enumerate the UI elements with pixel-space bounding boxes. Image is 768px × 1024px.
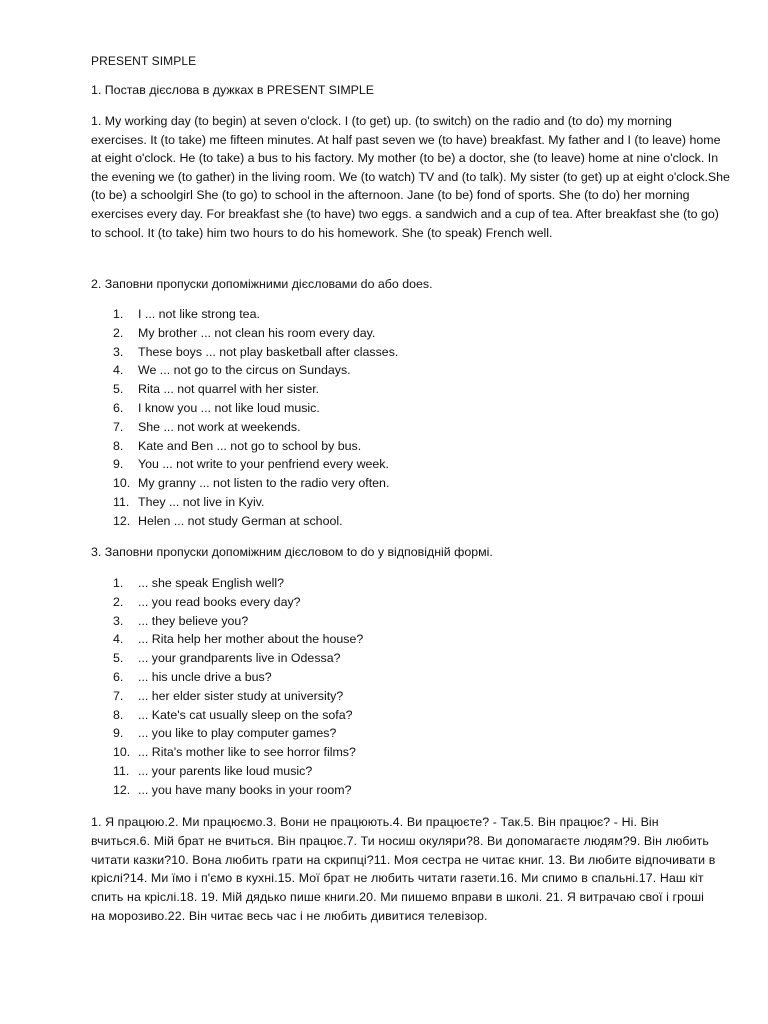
task3-list-item (91, 574, 711, 593)
item-text: We ... not go to the circus on Sundays. (138, 363, 351, 378)
item-text: ... your parents like loud music? (138, 763, 313, 778)
task3-list-item (91, 668, 711, 687)
item-number: 5. (113, 651, 124, 666)
task2-list-item (91, 493, 711, 512)
item-text: My brother ... not clean his room every day. (138, 325, 376, 340)
item-number: 5. (113, 382, 124, 397)
task3-list-item (91, 593, 711, 612)
item-number: 11. (113, 494, 130, 509)
item-number: 3. (113, 344, 124, 359)
task3-list-item (91, 612, 711, 631)
item-number: 4. (113, 632, 124, 647)
item-text: ... Kate's cat usually sleep on the sofa? (138, 707, 353, 722)
item-number: 9. (113, 457, 124, 472)
item-number: 12. (113, 513, 131, 528)
item-number: 4. (113, 363, 124, 378)
task3-list-item (91, 649, 711, 668)
item-text: My granny ... not listen to the radio very often. (138, 476, 390, 491)
task3-heading: 3. Заповни пропуски допоміжним дієсловом to do у відповідній формі. (91, 545, 493, 559)
task2-list-item (91, 361, 711, 380)
item-text: ... your grandparents live in Odessa? (138, 651, 341, 666)
item-text: Rita ... not quarrel with her sister. (138, 382, 320, 397)
task3-list-item (91, 687, 711, 706)
task2-list-item (91, 418, 711, 437)
item-number: 2. (113, 325, 124, 340)
task2-list-item (91, 474, 711, 493)
task2-list-item (91, 343, 711, 362)
item-text: You ... not write to your penfriend every week. (138, 457, 389, 472)
task3-list-item (91, 724, 711, 743)
item-number: 3. (113, 613, 124, 628)
task3-list-item (91, 706, 711, 725)
item-text: They ... not live in Kyiv. (138, 494, 265, 509)
item-text: I know you ... not like loud music. (138, 400, 320, 415)
task3-list-item (91, 762, 711, 781)
task3-list-item (91, 630, 711, 649)
item-text: ... you like to play computer games? (138, 726, 337, 741)
task2-list-item (91, 512, 711, 531)
task3-list (91, 574, 711, 800)
item-number: 7. (113, 419, 124, 434)
item-number: 8. (113, 438, 124, 453)
item-number: 12. (113, 782, 131, 797)
item-text: Helen ... not study German at school. (138, 513, 343, 528)
answers-paragraph: 1. Я працюю.2. Ми працюємо.3. Вони не працюють.4. Ви працюєте? - Так.5. Він працює? - Ні. Він вчиться.6. Мій брат не вчиться. Він працює.7. Ти носиш окуляри?8. Ви допомагаєте людям?9. Він любить читати казки?10. Вона любить грати на скрипці?11. Моя сестра не читає книг. 13. Ви любите відпочивати в кріслі?14. Ми їмо і п'ємо в кухні.15. Мої брат не любить читати газети.16. Ми спимо в спальні.17. Наш кіт спить на кріслі.18. 19. Мій дядько пише книги.20. Ми пишемо вправи в школі. 21. Я витрачаю свої і гроші на морозиво.22. Він читає весь час і не любить дивитися телевізор. (91, 815, 716, 923)
task1-heading: 1. Постав дієслова в дужках в PRESENT SIMPLE (91, 83, 375, 97)
task2-list-item (91, 399, 711, 418)
item-number: 6. (113, 669, 124, 684)
page-title: PRESENT SIMPLE (91, 54, 197, 68)
task2-heading: 2. Заповни пропуски допоміжними дієсловами do або does. (91, 277, 433, 291)
task2-list-item (91, 437, 711, 456)
item-number: 10. (113, 476, 131, 491)
item-text: I ... not like strong tea. (138, 307, 260, 321)
task2-list (91, 305, 711, 531)
item-text: ... she speak English well? (138, 576, 285, 590)
task3-list-item (91, 743, 711, 762)
item-text: These boys ... not play basketball after classes. (138, 344, 399, 359)
item-number: 7. (113, 688, 124, 703)
item-number: 1. (113, 307, 124, 321)
item-number: 9. (113, 726, 124, 741)
item-number: 6. (113, 400, 124, 415)
item-number: 10. (113, 745, 131, 760)
item-text: ... Rita's mother like to see horror films? (138, 745, 356, 760)
item-text: ... his uncle drive a bus? (138, 669, 272, 684)
item-text: ... Rita help her mother about the house? (138, 632, 364, 647)
item-text: ... they believe you? (138, 613, 249, 628)
task3-list-item (91, 781, 711, 800)
item-number: 2. (113, 594, 124, 609)
item-number: 1. (113, 576, 124, 590)
item-number: 8. (113, 707, 124, 722)
task2-list-item (91, 324, 711, 343)
item-text: Kate and Ben ... not go to school by bus. (138, 438, 362, 453)
task1-text: 1. My working day (to begin) at seven o'clock. I (to get) up. (to switch) on the radio and (to do) my morning exercises. It (to take) me fifteen minutes. At half past seven we (to have) breakfast. My father and I (to leave) home at eight o'clock. He (to take) a bus to his factory. My mother (to be) a doctor, she (to leave) home at nine o'clock. In the evening we (to gather) in the living room. We (to watch) TV and (to talk). My sister (to get) up at eight o'clock.She (to be) a schoolgirl She (to go) to school in the afternoon. Jane (to be) fond of sports. She (to do) her morning exercises every day. For breakfast she (to have) two eggs. a sandwich and a cup of tea. After breakfast she (to go) to school. It (to take) him two hours to do his homework. She (to speak) French well. (91, 114, 730, 240)
item-number: 11. (113, 763, 130, 778)
item-text: ... you have many books in your room? (138, 782, 352, 797)
task2-list-item (91, 305, 711, 324)
task2-list-item (91, 380, 711, 399)
task2-list-item (91, 455, 711, 474)
item-text: ... her elder sister study at university? (138, 688, 344, 703)
item-text: She ... not work at weekends. (138, 419, 301, 434)
item-text: ... you read books every day? (138, 594, 301, 609)
